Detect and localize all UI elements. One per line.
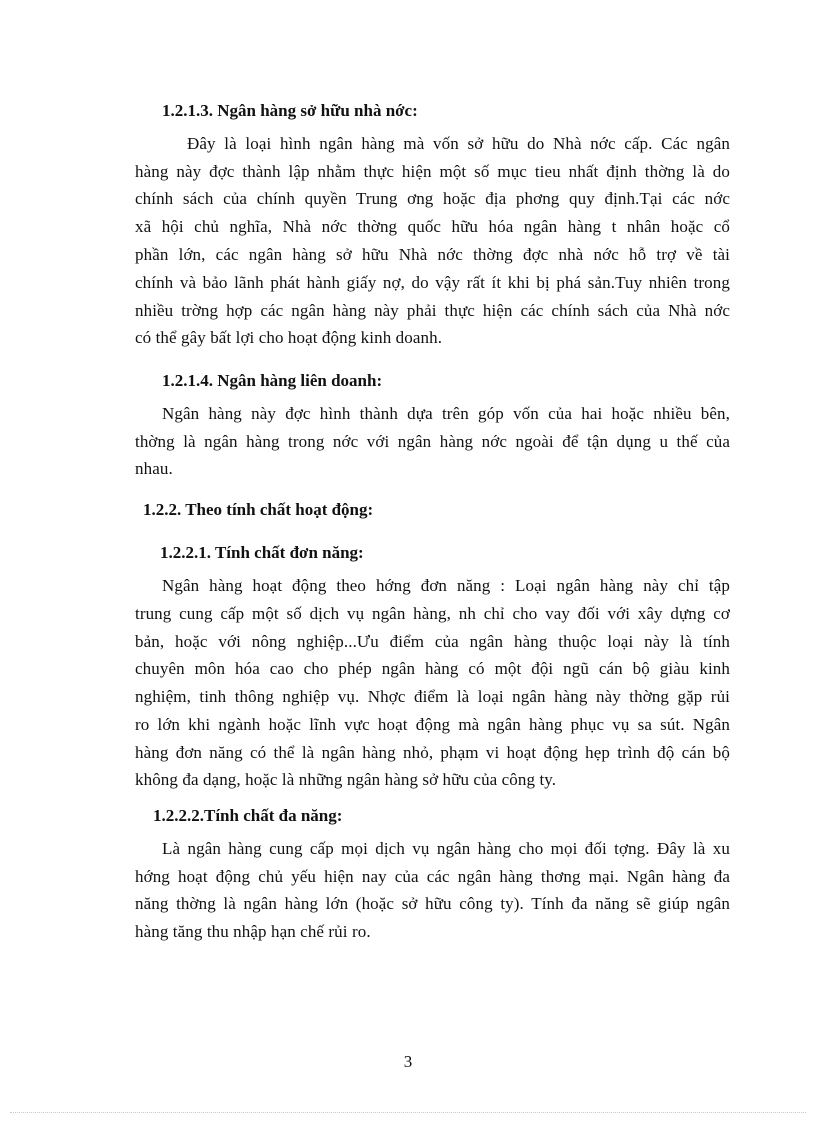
page-number: 3 bbox=[403, 1052, 413, 1071]
paragraph-line: hớng hoạt động chủ yếu hiện nay của các ngân hàng thơng mại. Ngân hàng đa bbox=[135, 867, 730, 886]
paragraph-line: Ngân hàng này đợc hình thành dựa trên góp vốn của hai hoặc nhiều bên, bbox=[162, 404, 730, 423]
paragraph-line: nhiều trờng hợp các ngân hàng này phải thực hiện các chính sách của Nhà nớc bbox=[135, 301, 730, 320]
paragraph-line: hàng đơn năng có thể là ngân hàng nhỏ, phạm vi hoạt động hẹp trình độ cán bộ bbox=[135, 743, 730, 762]
paragraph-line: chính sách của chính quyền Trung ơng hoặc địa phơng quy định.Tại các nớc bbox=[135, 189, 730, 208]
section-heading-1-2-2-1: 1.2.2.1. Tính chất đơn năng: bbox=[160, 543, 364, 562]
section-heading-1-2-1-3: 1.2.1.3. Ngân hàng sở hữu nhà nớc: bbox=[162, 101, 418, 120]
paragraph-line: trung cung cấp một số dịch vụ ngân hàng, nh chỉ cho vay đối với xây dựng cơ bbox=[135, 604, 730, 623]
section-heading-1-2-2: 1.2.2. Theo tính chất hoạt động: bbox=[143, 500, 374, 519]
paragraph-line: ro lớn khi ngành hoặc lĩnh vực hoạt động mà ngân hàng phục vụ sa sút. Ngân bbox=[135, 715, 730, 734]
paragraph-line: nhau. bbox=[135, 459, 173, 478]
paragraph-line: Là ngân hàng cung cấp mọi dịch vụ ngân hàng cho mọi đối tợng. Đây là xu bbox=[162, 839, 730, 858]
paragraph-line: thờng là ngân hàng trong nớc với ngân hàng nớc ngoài để tận dụng u thế của bbox=[135, 432, 730, 451]
paragraph-line: hàng này đợc thành lập nhằm thực hiện một số mục tieu nhất định thờng là do bbox=[135, 162, 730, 181]
paragraph-line: phần lớn, các ngân hàng sở hữu Nhà nớc thờng đợc nhà nớc hỗ trợ về tài bbox=[135, 245, 730, 264]
paragraph-line: bản, hoặc với nông nghiệp...Ưu điểm của ngân hàng thuộc loại này là tính bbox=[135, 632, 730, 651]
paragraph-line: không đa dạng, hoặc là những ngân hàng sở hữu của công ty. bbox=[135, 770, 557, 789]
paragraph-line: Đây là loại hình ngân hàng mà vốn sở hữu do Nhà nớc cấp. Các ngân bbox=[187, 134, 730, 153]
paragraph-line: năng thờng là ngân hàng lớn (hoặc sở hữu công ty). Tính đa năng sẽ giúp ngân bbox=[135, 894, 730, 913]
paragraph-line: nghiệm, tinh thông nghiệp vụ. Nhợc điểm là loại ngân hàng này thờng gặp rủi bbox=[135, 687, 730, 706]
paragraph-line: chính và bảo lãnh phát hành giấy nợ, do vậy rất ít khi bị phá sản.Tuy nhiên trong bbox=[135, 273, 730, 292]
paragraph-line: Ngân hàng hoạt động theo hớng đơn năng : Loại ngân hàng này chỉ tập bbox=[162, 576, 730, 595]
section-heading-1-2-2-2: 1.2.2.2.Tính chất đa năng: bbox=[153, 806, 343, 825]
section-heading-1-2-1-4: 1.2.1.4. Ngân hàng liên doanh: bbox=[162, 371, 383, 390]
page-bottom-divider bbox=[10, 1112, 806, 1113]
paragraph-line: hàng tăng thu nhập hạn chế rủi ro. bbox=[135, 922, 371, 941]
paragraph-line: chuyên môn hóa cao cho phép ngân hàng có một đội ngũ cán bộ giàu kinh bbox=[135, 659, 730, 678]
paragraph-line: xã hội chủ nghĩa, Nhà nớc thờng quốc hữu hóa ngân hàng t nhân hoặc cổ bbox=[135, 217, 730, 236]
paragraph-line: có thể gây bất lợi cho hoạt động kinh doanh. bbox=[135, 328, 443, 347]
